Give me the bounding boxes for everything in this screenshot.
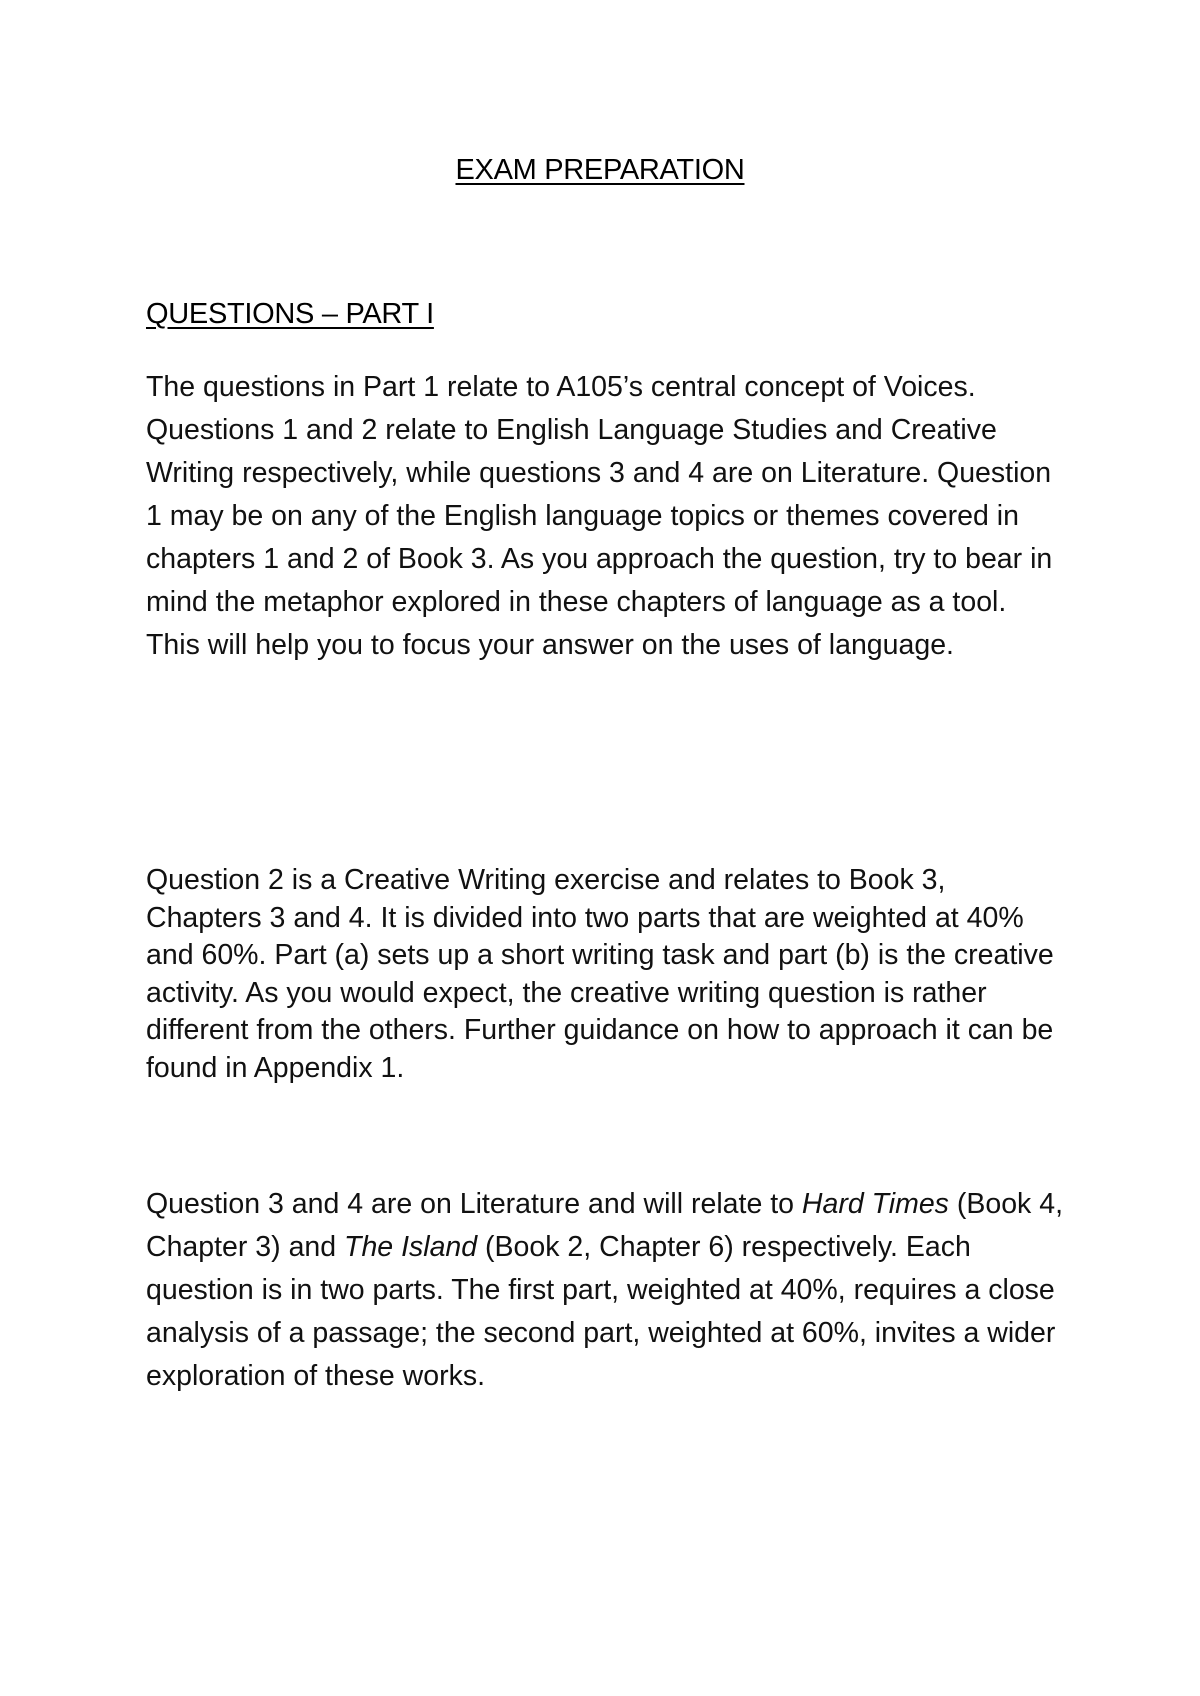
paragraph-part1-intro: The questions in Part 1 relate to A105’s central concept of Voices. Questions 1 and 2 relate to English Language Studies and Creative Writing respectively, while questions 3 and 4 are on Literature. Question 1 may be on any of the English language topics or themes covered in chapters 1 and 2 of Book 3. As you approach the question, try to bear in mind the metaphor explored in these chapters of language as a tool. This will help you to focus your answer on the uses of language. xyxy=(146,371,1053,661)
page-title: EXAM PREPARATION xyxy=(455,154,745,186)
book-title-the-island: The Island xyxy=(344,1231,478,1263)
paragraph-question2: Question 2 is a Creative Writing exercise and relates to Book 3, Chapters 3 and 4. It is divided into two parts that are weighted at 40% and 60%. Part (a) sets up a short writing task and part (b) is the creative activity. As you would expect, the creative writing question is rather different from the others. Further guidance on how to approach it can be found in Appendix 1. xyxy=(146,864,1054,1084)
book-title-hard-times: Hard Times xyxy=(801,1188,949,1220)
paragraph3-text-3: (Book 2, Chapter 6) respectively. Each question is in two parts. The first part, weighted at 40%, requires a close analysis of a passage; the second part, weighted at 60%, invites a wider exploration of these works. xyxy=(146,1231,1056,1392)
paragraph3-text-2: (Book 4, Chapter 3) and xyxy=(146,1188,1063,1263)
paragraph-questions3-4 xyxy=(146,1183,1066,1398)
paragraph3-text-1: Question 3 and 4 are on Literature and will relate to xyxy=(146,1188,802,1220)
section-heading: QUESTIONS – PART I xyxy=(146,298,434,330)
